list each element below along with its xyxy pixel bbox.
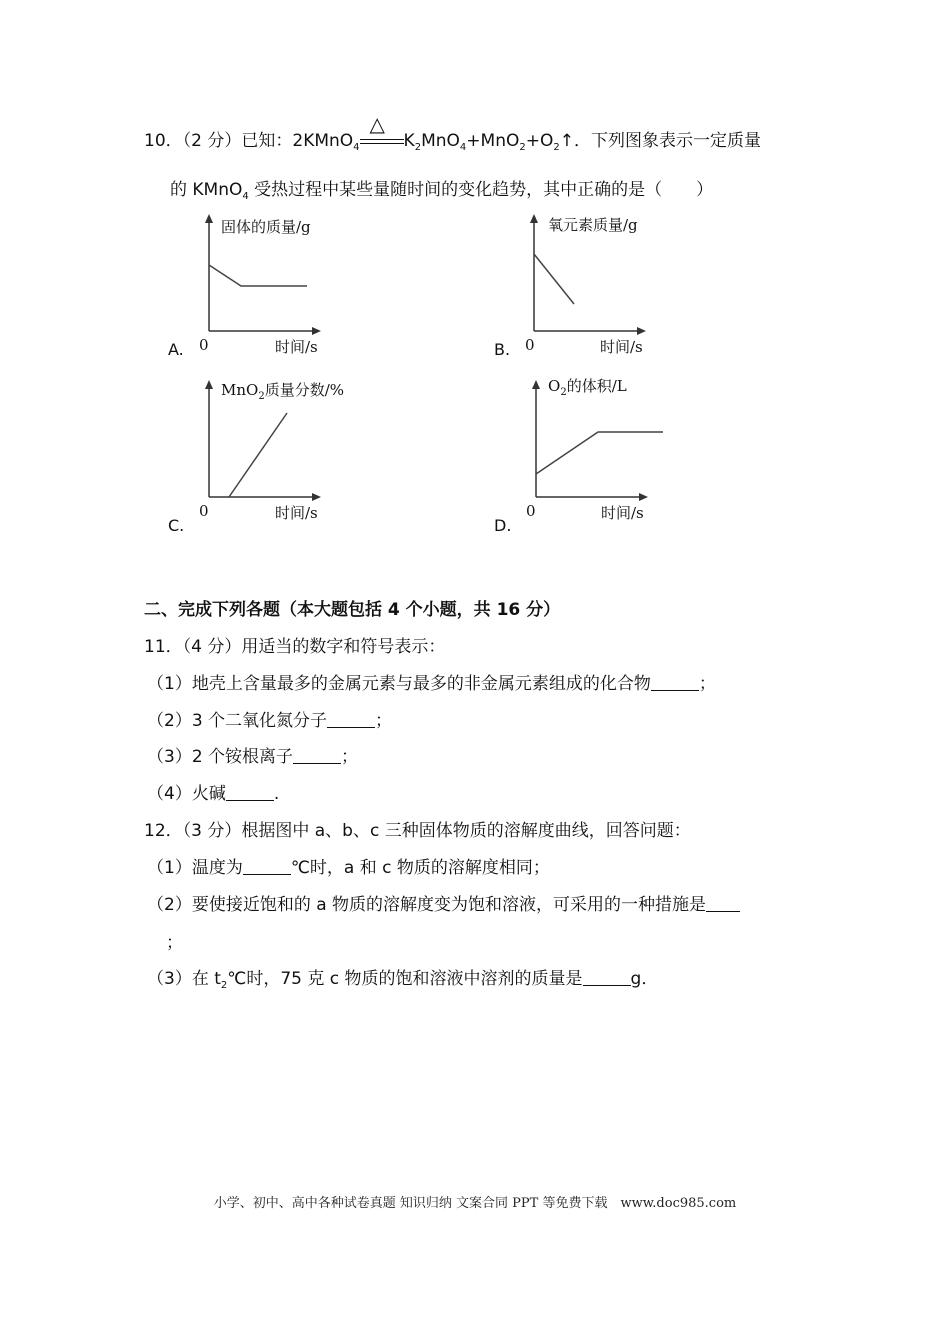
q11-number: 11． [144, 637, 183, 657]
q11-part1-blank[interactable] [651, 674, 699, 691]
q10-stem-tail: ．下列图象表示一定质量 [573, 131, 761, 151]
graph-a-svg [165, 210, 355, 370]
graph-b-origin: 0 [525, 336, 535, 354]
q12-part2-blank[interactable] [706, 895, 740, 912]
graph-b [490, 210, 680, 370]
q12-part3-blank[interactable] [583, 969, 631, 986]
graph-a-curve [209, 265, 307, 286]
q11-part1: （1）地壳上含量最多的金属元素与最多的非金属元素组成的化合物 ； [147, 674, 716, 694]
q10-eq-product1: $K_2MnO_4$ [403, 131, 467, 153]
option-a-label[interactable]: A. [168, 340, 184, 359]
graph-d-x-arrow [639, 493, 648, 501]
graph-a-x-arrow [312, 327, 321, 335]
graph-d-ylabel: $O_2$的体积/L [548, 377, 627, 398]
option-c-label[interactable]: C. [168, 516, 185, 535]
q12-part2: （2）要使接近饱和的 a 物质的溶解度变为饱和溶液，可采用的一种措施是 [147, 894, 740, 916]
q12-part1: （1）温度为 ℃时，a 和 c 物质的溶解度相同； [147, 858, 550, 878]
graph-d-y-arrow [532, 380, 540, 389]
graph-a-xlabel: 时间/s [275, 338, 318, 356]
graph-b-svg [490, 210, 680, 370]
graph-c-y-arrow [205, 380, 213, 389]
graph-d-svg [490, 376, 680, 536]
graph-d [490, 376, 680, 536]
graph-c-svg [165, 376, 355, 536]
graph-b-x-arrow [637, 327, 646, 335]
q12-number: 12． [144, 821, 183, 841]
graph-c-x-arrow [312, 493, 321, 501]
graph-d-curve [536, 432, 663, 474]
graph-a [165, 210, 355, 370]
q11-part4-blank[interactable] [226, 784, 274, 801]
graph-b-y-arrow [530, 214, 538, 223]
graph-a-y-arrow [205, 214, 213, 223]
q10-eq-product3: $+O_2↑$ [525, 131, 574, 153]
q10-line1 [144, 112, 761, 159]
q12-stem: 12．（3 分）根据图中 a、b、c 三种固体物质的溶解度曲线，回答问题： [144, 821, 691, 841]
q11-stem: 11．（4 分）用适当的数字和符号表示： [144, 637, 446, 657]
q10-eq-product2: +MnO$_2$ [466, 131, 526, 153]
graph-c-xlabel: 时间/s [275, 504, 318, 522]
q10-number: 10． [144, 131, 183, 151]
graph-c-origin: 0 [199, 502, 209, 520]
q11-part2-blank[interactable] [327, 711, 375, 728]
page-footer: 小学、初中、高中各种试卷真题 知识归纳 文案合同 PPT 等免费下载 www.doc985.com [213, 1196, 737, 1211]
option-d-label[interactable]: D. [494, 516, 512, 535]
q12-part2-end: ； [166, 933, 183, 953]
graph-d-xlabel: 时间/s [601, 504, 644, 522]
q11-part4: （4）火碱 . [147, 784, 280, 804]
graph-c [165, 376, 355, 536]
option-b-label[interactable]: B. [494, 340, 511, 359]
graph-c-curve [229, 413, 287, 497]
q10-line2: 的 KMnO$_4$ 受热过程中某些量随时间的变化趋势，其中正确的是（ ） [170, 180, 714, 202]
graph-a-ylabel: 固体的质量/g [221, 218, 311, 236]
q10-eq-left: 2KMnO$_4$ [292, 131, 360, 153]
q11-part3-blank[interactable] [293, 747, 341, 764]
graph-a-origin: 0 [199, 336, 209, 354]
q12-part3: （3）在 $t_2℃$时，75 克 c 物质的饱和溶液中溶剂的质量是 g． [147, 969, 659, 991]
graph-b-curve [534, 254, 574, 304]
graph-b-ylabel: 氧元素质量/g [548, 216, 638, 234]
section2-title: 二、完成下列各题（本大题包括 4 个小题，共 16 分） [144, 600, 561, 620]
graph-b-xlabel: 时间/s [600, 338, 643, 356]
graph-c-ylabel: MnO$_2$质量分数/% [221, 381, 345, 402]
q11-part2: （2）3 个二氧化氮分子 ； [147, 711, 393, 731]
q10-eq-condition: △ [360, 130, 404, 152]
graph-d-origin: 0 [526, 502, 536, 520]
q11-part3: （3）2 个铵根离子 ； [147, 747, 359, 767]
q12-part1-blank[interactable] [243, 858, 291, 875]
q10-score: （2 分）已知： [182, 131, 293, 151]
